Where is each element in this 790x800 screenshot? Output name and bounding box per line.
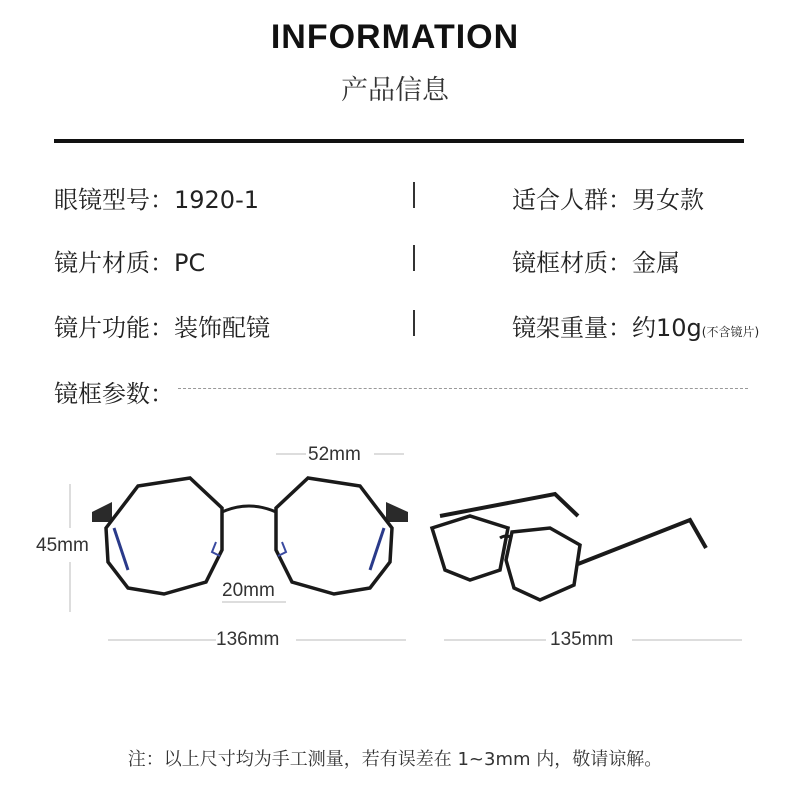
side-temple-upper: [440, 494, 578, 516]
side-rear-frame: [506, 528, 580, 600]
dim-bridge: 20mm: [222, 580, 275, 601]
dim-lens-height: 45mm: [36, 535, 89, 556]
spec-lens-material: 镜片材质：PC: [54, 249, 206, 277]
params-dashed-line: [178, 388, 748, 389]
dim-lens-width: 52mm: [308, 444, 361, 465]
spec-frame-weight-value: 镜架重量：约10g: [512, 314, 702, 342]
dim-frame-width: 136mm: [216, 629, 280, 650]
spec-frame-weight-note: (不含镜片): [701, 325, 760, 339]
right-temple-arm: [370, 528, 384, 570]
title-divider: [54, 139, 744, 143]
left-lens-frame: [106, 478, 222, 594]
params-label: 镜框参数：: [54, 380, 174, 408]
spec-lens-function: 镜片功能：装饰配镜: [54, 314, 270, 342]
page-subtitle: 产品信息: [341, 75, 449, 106]
spec-audience: 适合人群：男女款: [512, 186, 704, 214]
column-divider: [413, 310, 415, 336]
column-divider: [413, 182, 415, 208]
page-title: INFORMATION: [270, 18, 520, 56]
column-divider: [413, 245, 415, 271]
side-view-glasses: [432, 494, 706, 600]
spec-frame-material: 镜框材质：金属: [512, 249, 680, 277]
spec-model: 眼镜型号：1920-1: [54, 186, 260, 214]
side-front-frame: [432, 516, 508, 580]
measurement-note: 注：以上尺寸均为手工测量，若有误差在 1~3mm 内，敬请谅解。: [127, 749, 663, 770]
dim-temple-length: 135mm: [550, 629, 614, 650]
glasses-diagram: [0, 420, 790, 650]
side-temple-lower: [578, 520, 706, 564]
right-lens-frame: [276, 478, 392, 594]
left-temple-arm: [114, 528, 128, 570]
bridge: [222, 506, 276, 512]
right-temple-hinge: [386, 502, 408, 522]
front-view-glasses: [92, 478, 408, 594]
spec-frame-weight: [512, 308, 759, 343]
left-temple-hinge: [92, 502, 112, 522]
